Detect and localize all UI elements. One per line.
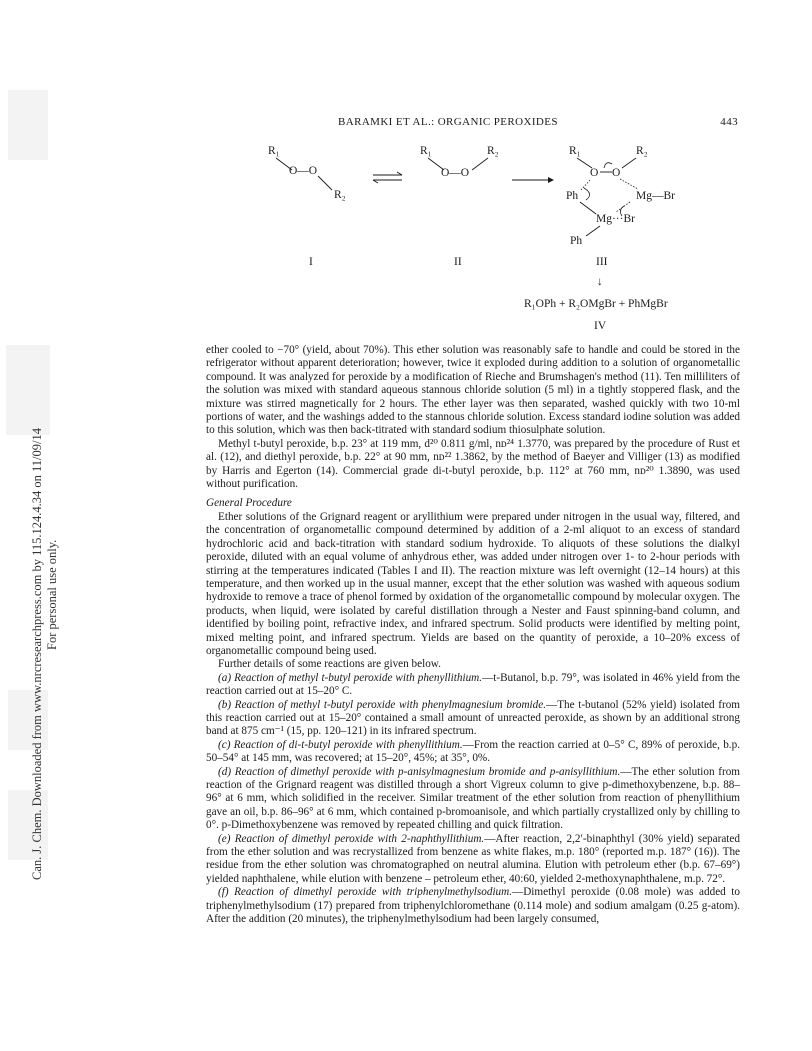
structure-iii-r2: R₂ xyxy=(636,145,648,157)
item-title: (c) Reaction of di-t-butyl peroxide with phenyllithium. xyxy=(218,738,463,751)
item-title: (f) Reaction of dimethyl peroxide with triphenylmethylsodium. xyxy=(218,886,513,899)
watermark-line-2: For personal use only. xyxy=(45,539,59,650)
structure-iii-mg-dot-br: Mg···Br xyxy=(596,213,635,225)
item-title: (e) Reaction of dimethyl peroxide with 2-naphthyllithium. xyxy=(218,832,485,845)
electron-arrow xyxy=(584,188,590,200)
item-title: (b) Reaction of methyl t-butyl peroxide with phenylmagnesium bromide. xyxy=(218,698,547,711)
item-title: (d) Reaction of dimethyl peroxide with p-anisylmagnesium bromide and p-anisyllithium. xyxy=(218,765,621,778)
paragraph: Further details of some reactions are given below. xyxy=(218,658,441,671)
article-body xyxy=(206,344,740,926)
label-i: I xyxy=(309,256,313,268)
bond xyxy=(586,226,600,236)
page-number: 443 xyxy=(720,116,738,128)
item-title: (a) Reaction of methyl t-butyl peroxide with phenyllithium. xyxy=(218,671,483,684)
item-text: —The ether solution from reaction of the Grignard reagent was distilled through a short Vigreux column to give p-dimethoxybenzene, b.p. 88–96° at 6 mm, which solidified in the receiver. Similar treatment of the ether solution from reaction of phenyllithium gave an oil, b.p. 86–96° at 6 mm, which contained p-bromoanisole, and which partially crystallized only by chilling to 0°. p-Dimethoxybenzene was removed by repeated chilling and quick filtration. xyxy=(206,765,740,832)
structure-iii-o2: O xyxy=(612,167,621,179)
item-text: —t-Butanol, b.p. 79°, was isolated in 46% yield from the reaction carried out at 15–20° C. xyxy=(206,671,740,698)
reaction-item-a xyxy=(206,672,740,699)
structure-ii-r1: R₁ xyxy=(420,145,432,157)
item-text: —After reaction, 2,2′-binaphthyl (30% yield) separated from the ether solution and was recrystallized from benzene as white flakes, m.p. 180° (reported m.p. 187° (16)). The residue from the ether solution was chromatographed on neutral alumina. Elution with petroleum ether (b.p. 67–69°) yielded naphthalene, while elution with benzene – petroleum ether, 40:60, yielded 2-methoxynaphthalene, m.p. 72°. xyxy=(206,832,740,885)
structure-i-r2: R₂ xyxy=(334,189,346,201)
structure-iii-mg-br: Mg—Br xyxy=(636,190,675,202)
down-arrow: ↓ xyxy=(597,276,603,288)
download-watermark xyxy=(30,428,60,880)
structure-iii-r1: R₁ xyxy=(569,145,581,157)
reaction-item-c xyxy=(206,739,740,766)
reaction-item-f xyxy=(206,886,740,926)
structure-i-r1: R₁ xyxy=(268,145,280,157)
scan-smudge xyxy=(6,345,50,435)
paragraph: Methyl t-butyl peroxide, b.p. 23° at 119 mm, d²⁰ 0.811 g/ml, nᴅ²⁴ 1.3770, was prepared by the procedure of Rust et al. (12), and diethyl peroxide, b.p. 22° at 90 mm, nᴅ²² 1.3862, by the method of Baeyer and Villiger (13) as modified by Harris and Egerton (14). Commercial grade di-t-butyl peroxide, b.p. 112° at 760 mm, nᴅ²⁰ 1.3890, was used without purification. xyxy=(206,437,740,491)
structure-ii-oo: O—O xyxy=(441,167,470,179)
bond xyxy=(318,176,332,190)
dotted-bond xyxy=(620,179,638,189)
reaction-item-e xyxy=(206,833,740,887)
bond xyxy=(622,158,636,168)
item-text: —Dimethyl peroxide (0.08 mole) was added to triphenylmethylsodium (17) prepared from triphenylchloromethane (0.114 mole) and sodium amalgam (0.25 g-atom). After the addition (20 minutes), the triphenylmethylsodium had been largely consumed, xyxy=(206,886,740,926)
arrow-head xyxy=(548,177,554,183)
structure-iii-o1: O xyxy=(590,167,599,179)
structure-iii-ph1: Ph xyxy=(566,190,579,202)
label-iv: IV xyxy=(594,320,607,332)
structure-iii-ph2: Ph xyxy=(570,235,583,247)
section-heading: General Procedure xyxy=(206,497,292,510)
reaction-scheme xyxy=(0,0,812,345)
reaction-item-d xyxy=(206,766,740,833)
structure-ii-r2: R₂ xyxy=(487,145,499,157)
electron-arrow xyxy=(604,163,612,168)
reaction-item-b xyxy=(206,699,740,739)
label-ii: II xyxy=(454,256,462,268)
bond xyxy=(580,202,596,214)
bond xyxy=(472,158,488,170)
running-title: BARAMKI ET AL.: ORGANIC PEROXIDES xyxy=(338,116,558,128)
structure-i-oo: O—O xyxy=(289,165,318,177)
item-text: —The t-butanol (52% yield) isolated from this reaction carried out at 15–20° contained a small amount of unreacted peroxide, as shown by an additional strong band at 875 cm⁻¹ (15, pp. 120–121) in its infrared spectrum. xyxy=(206,698,741,738)
products-line: R₁OPh + R₂OMgBr + PhMgBr xyxy=(524,298,668,310)
paragraph: ether cooled to −70° (yield, about 70%). This ether solution was reasonably safe to handle and could be stored in the refrigerator without apparent deterioration; however, twice it exploded during addition to a solution of organometallic compound. It was analyzed for peroxide by a modification of Rieche and Brumshagen's method (11). Ten milliliters of the solution was mixed with standard aqueous stannous chloride solution (5 ml) in a tightly stoppered flask, and the mixture was stirred magnetically for 2 hours. The ether layer was then separated, washed quickly with two 10-ml portions of water, and the washings added to the stannous chloride solution. Excess standard iodine solution was added to this solution, which was then back-titrated with standard sodium thiosulphate solution. xyxy=(206,344,740,437)
label-iii: III xyxy=(596,256,608,268)
paragraph: Ether solutions of the Grignard reagent or aryllithium were prepared under nitrogen in the usual way, filtered, and the concentration of organometallic compound determined by addition of a 2-ml aliquot to an excess of standard hydrochloric acid and back-titration with standard sodium hydroxide. To aliquots of these solutions the dialkyl peroxide, diluted with an equal volume of anhydrous ether, was added under nitrogen over 1- to 2-hour periods with stirring at the temperatures indicated (Tables I and II). The reaction mixture was left overnight (12–14 hours) at this temperature, and then worked up in the usual manner, except that the ether solution was washed with aqueous sodium hydroxide to remove a trace of phenol formed by oxidation of the organometallic compound by molecular oxygen. The products, when liquid, were isolated by careful distillation through a Nester and Faust spinning-band column, and identified by boiling point, refractive index, and infrared spectrum. Solid products were identified by melting point, mixed melting point, and infrared spectrum. Yields are based on the quantity of peroxide, a 10–20% excess of organometallic compound being used. xyxy=(206,510,740,657)
watermark-line-1: Can. J. Chem. Downloaded from www.nrcresearchpress.com by 115.124.4.34 on 11/09/14 xyxy=(30,428,44,880)
item-text: —From the reaction carried at 0–5° C, 89% of peroxide, b.p. 50–54° at 145 mm, was recovered; at 15–20°, 45%; at 35°, 0%. xyxy=(206,738,740,765)
